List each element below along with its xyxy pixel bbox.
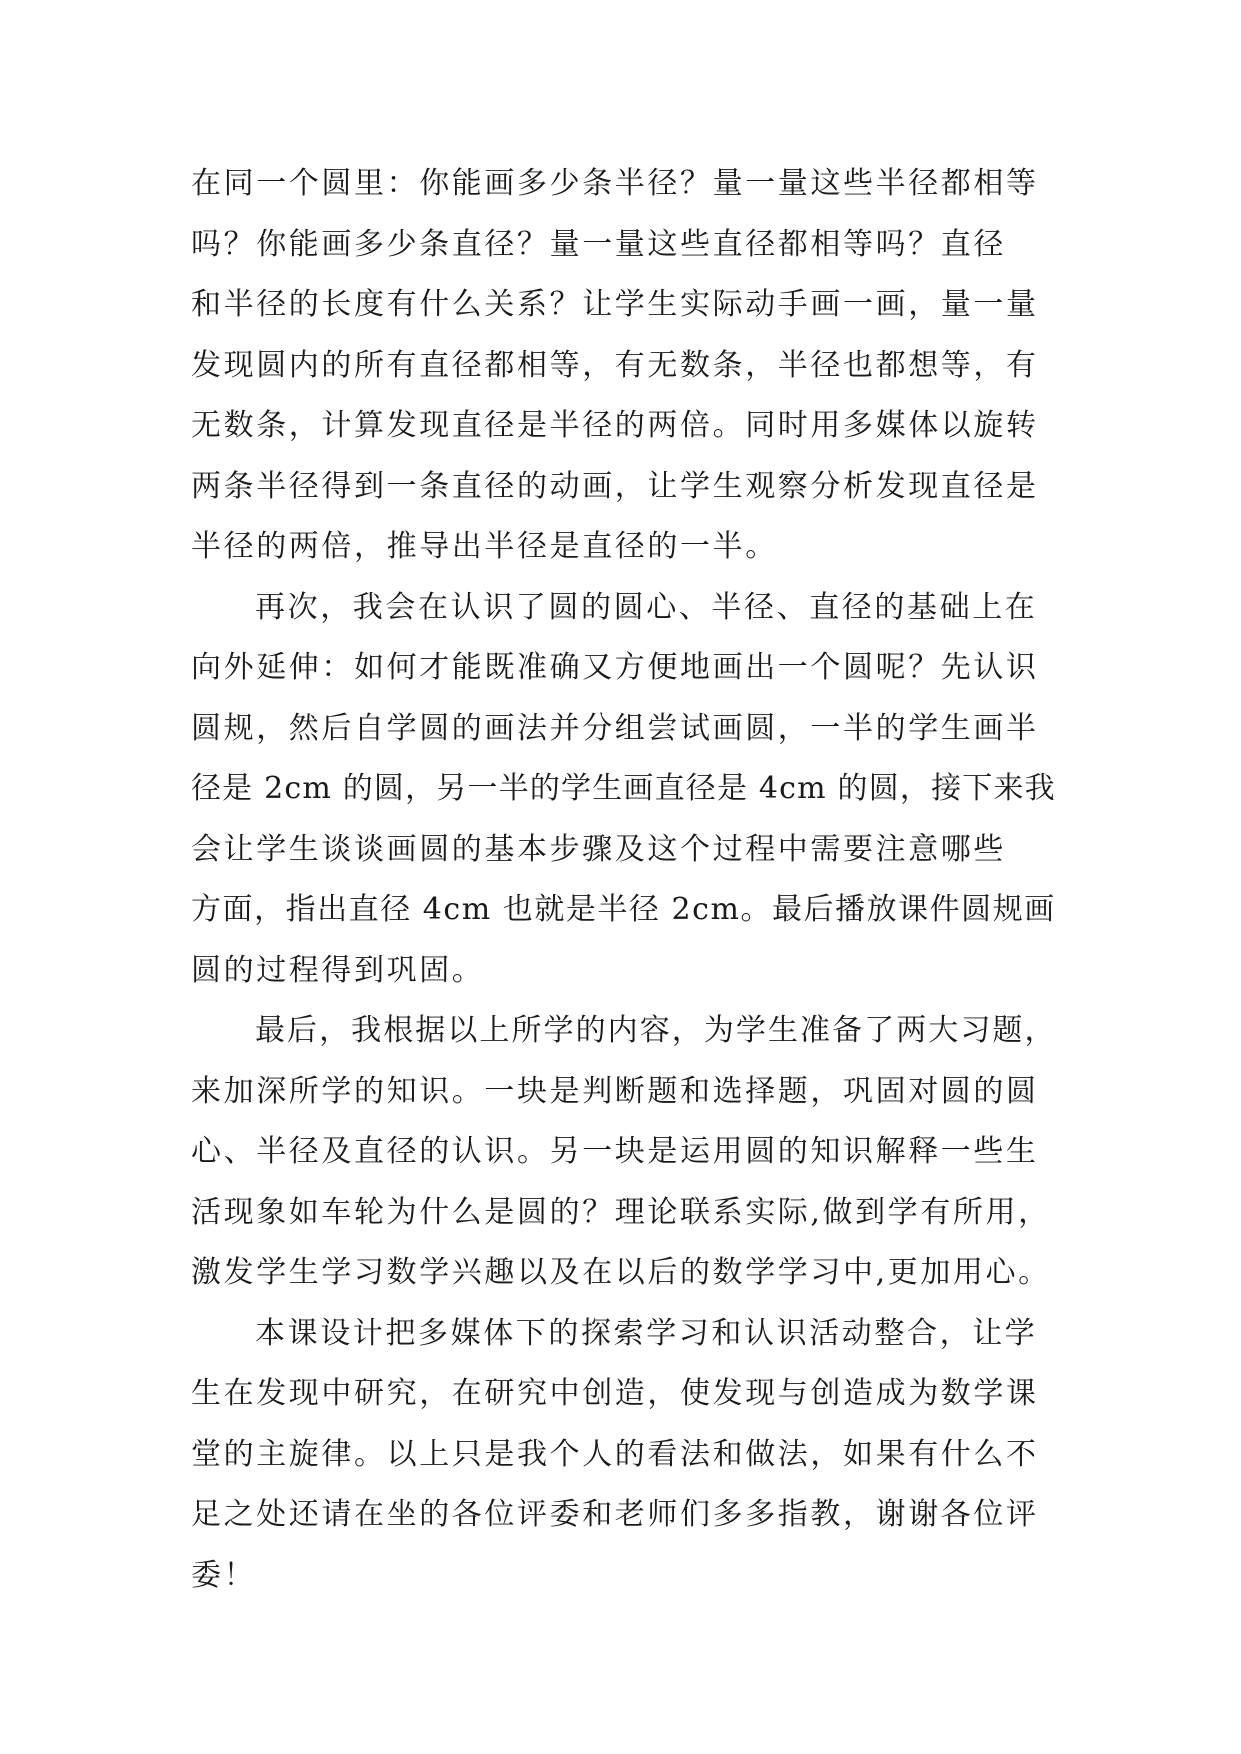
text-line: 堂的主旋律。以上只是我个人的看法和做法，如果有什么不 [191,1436,1039,1472]
text-line: 吗？你能画多少条直径？量一量这些直径都相等吗？直径 [191,226,1006,262]
text-line: 和半径的长度有什么关系？让学生实际动手画一画，量一量 [191,287,1039,322]
paragraph-first-line: 最后，我根据以上所学的内容，为学生准备了两大习题， [255,1013,1057,1048]
text-line: 向外延伸：如何才能既准确又方便地画出一个圆呢？先认识 [191,650,1039,685]
text-line: 在同一个圆里：你能画多少条半径？量一量这些半径都相等 [191,166,1039,201]
text-line: 足之处还请在坐的各位评委和老师们多多指教，谢谢各位评 [191,1497,1039,1532]
body-text [191,154,1059,1606]
text-line: 两条半径得到一条直径的动画，让学生观察分析发现直径是 [191,468,1039,504]
text-line: 半径的两倍，推导出半径是直径的一半。 [191,529,778,564]
text-line: 径是 2cm 的圆，另一半的学生画直径是 4cm 的圆，接下来我 [191,771,1056,806]
text-line: 心、半径及直径的认识。另一块是运用圆的知识解释一些生 [191,1134,1039,1169]
text-line: 来加深所学的知识。一块是判断题和选择题，巩固对圆的圆 [191,1073,1039,1109]
text-line: 无数条，计算发现直径是半径的两倍。同时用多媒体以旋转 [191,408,1039,443]
text-line: 圆规，然后自学圆的画法并分组尝试画圆，一半的学生画半 [191,710,1039,746]
text-line: 生在发现中研究，在研究中创造，使发现与创造成为数学课 [191,1376,1039,1411]
text-line: 圆的过程得到巩固。 [191,952,485,988]
text-line: 方面，指出直径 4cm 也就是半径 2cm。最后播放课件圆规画 [191,892,1056,927]
text-line: 会让学生谈谈画圆的基本步骤及这个过程中需要注意哪些 [191,831,1006,867]
text-line: 激发学生学习数学兴趣以及在以后的数学学习中,更加用心。 [191,1255,1051,1290]
paragraph-first-line: 再次，我会在认识了圆的圆心、半径、直径的基础上在 [255,589,1038,625]
paragraph-first-line: 本课设计把多媒体下的探索学习和认识活动整合，让学 [255,1315,1038,1351]
text-line: 发现圆内的所有直径都相等，有无数条，半径也都想等，有 [191,347,1039,383]
text-line: 活现象如车轮为什么是圆的？理论联系实际,做到学有所用， [191,1194,1051,1230]
text-line: 委！ [191,1557,257,1593]
